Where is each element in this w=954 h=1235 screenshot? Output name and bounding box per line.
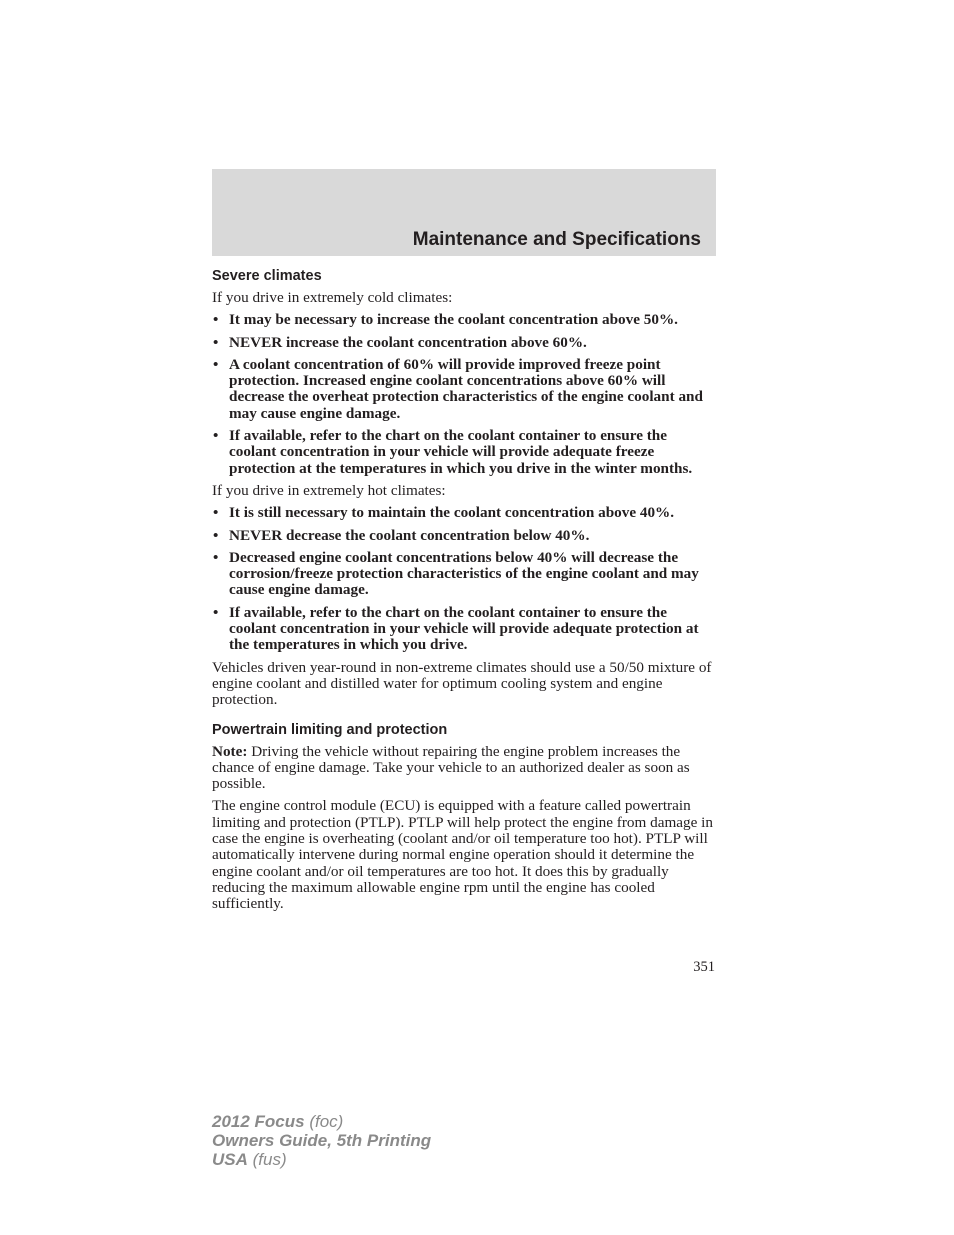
bullet-glyph: • — [213, 355, 219, 373]
footer-line-model — [212, 1112, 431, 1131]
note-text: Driving the vehicle without repairing the engine problem increases the chance of engine damage. Take your vehicle to an authorized dealer as soon as possible. — [212, 742, 690, 793]
list-item-text: If available, refer to the chart on the coolant container to ensure the coolant concentration in your vehicle will provide adequate freeze protection at the temperatures in which you drive in the winter months. — [229, 427, 693, 477]
list-item — [212, 312, 716, 328]
heading-powertrain-limiting: Powertrain limiting and protection — [212, 721, 448, 738]
page-number: 351 — [693, 959, 715, 975]
footer-model-code: (foc) — [304, 1112, 344, 1131]
footer-market-code: (fus) — [247, 1150, 287, 1169]
note-paragraph — [212, 744, 716, 793]
footer-guide-name: Owners Guide, 5th Printing — [212, 1131, 432, 1150]
list-item — [212, 550, 716, 599]
footer-line-market — [212, 1150, 431, 1169]
list-item — [212, 335, 716, 351]
cold-climate-intro: If you drive in extremely cold climates: — [212, 289, 453, 306]
hot-climate-intro: If you drive in extremely hot climates: — [212, 481, 446, 499]
list-item-text: It may be necessary to increase the coolant concentration above 50%. — [229, 311, 678, 329]
hot-climate-list — [212, 505, 716, 653]
note-label: Note: — [212, 742, 248, 760]
bullet-glyph: • — [213, 548, 219, 566]
heading-severe-climates: Severe climates — [212, 268, 322, 284]
bullet-glyph: • — [213, 311, 219, 329]
list-item — [212, 605, 716, 654]
cold-climate-list — [212, 312, 716, 477]
list-item-text: It is still necessary to maintain the coolant concentration above 40%. — [229, 504, 675, 522]
section-header-band — [212, 169, 716, 256]
ptlp-paragraph: The engine control module (ECU) is equipped with a feature called powertrain limiting and protection (PTLP). PTLP will help protect the engine from damage in case the engine is overheating (coolant and/or oil temperature too hot). PTLP will automatically intervene during normal engine operation should it determine the engine coolant and/or oil temperatures are too hot. It does this by gradually reducing the maximum allowable engine rpm until the engine has cooled sufficiently. — [212, 797, 713, 913]
list-item-text: NEVER decrease the coolant concentration below 40%. — [229, 526, 590, 544]
footer-market-name: USA — [212, 1150, 248, 1169]
list-item-text: Decreased engine coolant concentrations below 40% will decrease the corrosion/freeze protection characteristics of the engine coolant and may cause engine damage. — [229, 548, 699, 599]
list-item — [212, 357, 716, 422]
list-item — [212, 505, 716, 521]
page-content — [212, 267, 716, 919]
bullet-glyph: • — [213, 603, 219, 621]
bullet-glyph: • — [213, 504, 219, 522]
list-item-text: If available, refer to the chart on the coolant container to ensure the coolant concentration in your vehicle will provide adequate protection at the temperatures in which you drive. — [229, 603, 699, 654]
footer-line-guide — [212, 1131, 431, 1150]
bullet-glyph: • — [213, 427, 219, 445]
document-footer — [212, 1112, 431, 1169]
section-title: Maintenance and Specifications — [412, 229, 701, 250]
bullet-glyph: • — [213, 526, 219, 544]
list-item — [212, 528, 716, 544]
bullet-glyph: • — [213, 333, 219, 351]
list-item-text: NEVER increase the coolant concentration above 60%. — [229, 333, 587, 351]
footer-model-name: 2012 Focus — [212, 1112, 305, 1131]
list-item-text: A coolant concentration of 60% will provide improved freeze point protection. Increased engine coolant concentrations above 60% will decrease the overheat protection characteristics of the engine coolant and may cause engine damage. — [229, 355, 703, 422]
non-extreme-paragraph: Vehicles driven year-round in non-extreme climates should use a 50/50 mixture of engine coolant and distilled water for optimum cooling system and engine protection. — [212, 658, 712, 709]
list-item — [212, 428, 716, 477]
